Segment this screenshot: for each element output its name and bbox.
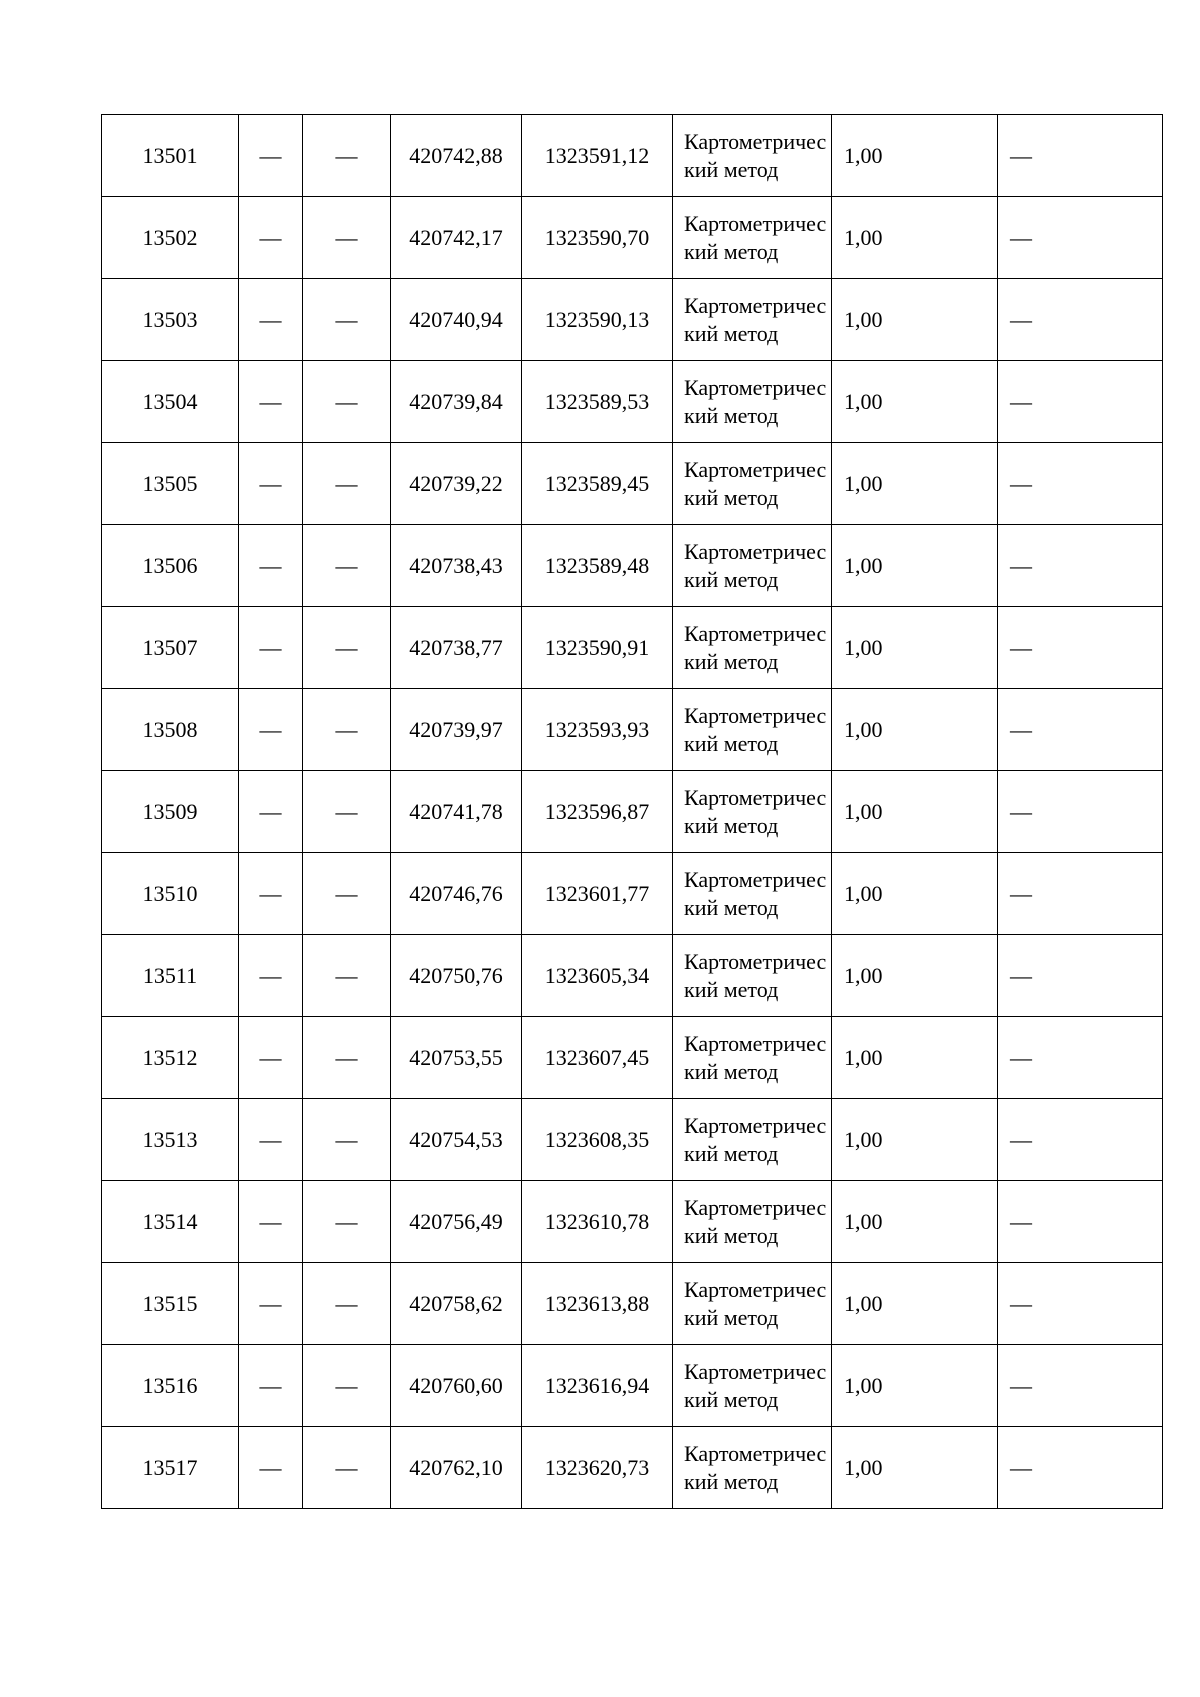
y-coordinate-cell [522,443,673,525]
accuracy-value: 1,00 [844,1126,883,1152]
empty-value-cell [303,607,391,689]
table-row [102,771,1163,853]
method-text: Картометрический метод [684,128,827,182]
accuracy-cell [832,1017,998,1099]
y-coordinate-cell [522,1263,673,1345]
y-coordinate: 1323616,94 [544,1372,650,1398]
empty-value-cell [239,1181,303,1263]
empty-value-cell [303,853,391,935]
description-cell [998,279,1163,361]
method-text: Картометрический метод [684,456,827,510]
description-value: — [1010,634,1032,660]
accuracy-value: 1,00 [844,1044,883,1070]
method-cell [673,525,832,607]
y-coordinate: 1323589,45 [544,470,650,496]
accuracy-cell [832,361,998,443]
y-coordinate: 1323607,45 [544,1044,650,1070]
description-cell [998,525,1163,607]
x-coordinate-cell [391,853,522,935]
description-cell [998,1017,1163,1099]
x-coordinate: 420753,55 [409,1044,503,1070]
dash-value: — [335,388,358,414]
empty-value-cell [239,1263,303,1345]
y-coordinate: 1323613,88 [544,1290,650,1316]
accuracy-cell [832,689,998,771]
method-text: Картометрический метод [684,538,827,592]
table-row [102,361,1163,443]
empty-value-cell [239,1345,303,1427]
dash-value: — [259,634,282,660]
empty-value-cell [303,1017,391,1099]
method-cell [673,361,832,443]
method-text: Картометрический метод [684,1358,827,1412]
x-coordinate-cell [391,689,522,771]
y-coordinate-cell [522,1181,673,1263]
method-text: Картометрический метод [684,1194,827,1248]
point-number-cell [102,1181,239,1263]
method-cell [673,1181,832,1263]
point-number-cell [102,853,239,935]
x-coordinate: 420742,88 [409,142,503,168]
table-row [102,115,1163,197]
method-cell [673,607,832,689]
dash-value: — [335,1126,358,1152]
method-text: Картометрический метод [684,374,827,428]
description-value: — [1010,1454,1032,1480]
point-number: 13509 [142,798,198,824]
x-coordinate: 420754,53 [409,1126,503,1152]
y-coordinate-cell [522,1017,673,1099]
accuracy-cell [832,1263,998,1345]
point-number-cell [102,1017,239,1099]
accuracy-value: 1,00 [844,880,883,906]
empty-value-cell [303,1345,391,1427]
table-row [102,689,1163,771]
table-row [102,853,1163,935]
dash-value: — [259,1290,282,1316]
description-cell [998,1345,1163,1427]
point-number-cell [102,1345,239,1427]
x-coordinate-cell [391,525,522,607]
point-number-cell [102,1099,239,1181]
y-coordinate-cell [522,771,673,853]
accuracy-value: 1,00 [844,634,883,660]
table-row [102,525,1163,607]
point-number: 13502 [142,224,198,250]
x-coordinate: 420742,17 [409,224,503,250]
description-cell [998,197,1163,279]
dash-value: — [335,1454,358,1480]
method-text: Картометрический метод [684,210,827,264]
dash-value: — [335,552,358,578]
x-coordinate-cell [391,115,522,197]
point-number-cell [102,443,239,525]
table-row [102,1017,1163,1099]
x-coordinate-cell [391,1427,522,1509]
dash-value: — [259,552,282,578]
point-number-cell [102,1427,239,1509]
x-coordinate-cell [391,279,522,361]
empty-value-cell [239,607,303,689]
method-text: Картометрический метод [684,866,827,920]
empty-value-cell [239,115,303,197]
y-coordinate: 1323605,34 [544,962,650,988]
point-number-cell [102,279,239,361]
table-row [102,1345,1163,1427]
accuracy-cell [832,197,998,279]
point-number: 13507 [142,634,198,660]
x-coordinate-cell [391,443,522,525]
accuracy-cell [832,1181,998,1263]
dash-value: — [335,634,358,660]
method-cell [673,1263,832,1345]
empty-value-cell [239,689,303,771]
dash-value: — [259,306,282,332]
accuracy-value: 1,00 [844,388,883,414]
coordinates-table [101,114,1163,1509]
point-number-cell [102,1263,239,1345]
dash-value: — [335,142,358,168]
point-number: 13503 [142,306,198,332]
empty-value-cell [303,689,391,771]
empty-value-cell [239,1017,303,1099]
accuracy-cell [832,279,998,361]
dash-value: — [259,142,282,168]
empty-value-cell [239,771,303,853]
point-number: 13513 [142,1126,198,1152]
x-coordinate-cell [391,1099,522,1181]
y-coordinate: 1323610,78 [544,1208,650,1234]
point-number-cell [102,525,239,607]
dash-value: — [259,224,282,250]
description-value: — [1010,1290,1032,1316]
point-number: 13516 [142,1372,198,1398]
point-number-cell [102,935,239,1017]
method-cell [673,115,832,197]
empty-value-cell [239,279,303,361]
y-coordinate: 1323589,53 [544,388,650,414]
dash-value: — [259,1126,282,1152]
empty-value-cell [239,361,303,443]
empty-value-cell [239,1427,303,1509]
accuracy-value: 1,00 [844,224,883,250]
y-coordinate: 1323596,87 [544,798,650,824]
x-coordinate-cell [391,1263,522,1345]
description-value: — [1010,552,1032,578]
method-text: Картометрический метод [684,948,827,1002]
method-cell [673,1017,832,1099]
y-coordinate-cell [522,1099,673,1181]
description-cell [998,1263,1163,1345]
empty-value-cell [303,1263,391,1345]
y-coordinate: 1323608,35 [544,1126,650,1152]
accuracy-value: 1,00 [844,552,883,578]
description-value: — [1010,306,1032,332]
y-coordinate: 1323601,77 [544,880,650,906]
dash-value: — [259,962,282,988]
y-coordinate: 1323590,91 [544,634,650,660]
x-coordinate: 420738,43 [409,552,503,578]
method-cell [673,1345,832,1427]
x-coordinate: 420746,76 [409,880,503,906]
table-row [102,607,1163,689]
y-coordinate-cell [522,607,673,689]
empty-value-cell [303,1181,391,1263]
y-coordinate-cell [522,1345,673,1427]
dash-value: — [335,1208,358,1234]
point-number-cell [102,115,239,197]
empty-value-cell [239,443,303,525]
table-row [102,1099,1163,1181]
x-coordinate: 420741,78 [409,798,503,824]
method-text: Картометрический метод [684,1276,827,1330]
y-coordinate-cell [522,935,673,1017]
table-row [102,1427,1163,1509]
point-number-cell [102,689,239,771]
accuracy-cell [832,1099,998,1181]
x-coordinate-cell [391,935,522,1017]
description-value: — [1010,1044,1032,1070]
accuracy-cell [832,525,998,607]
y-coordinate-cell [522,115,673,197]
description-cell [998,935,1163,1017]
x-coordinate-cell [391,771,522,853]
point-number-cell [102,361,239,443]
y-coordinate: 1323589,48 [544,552,650,578]
empty-value-cell [303,771,391,853]
table-row [102,935,1163,1017]
description-value: — [1010,224,1032,250]
point-number-cell [102,771,239,853]
y-coordinate-cell [522,279,673,361]
y-coordinate: 1323591,12 [544,142,650,168]
table-row [102,1181,1163,1263]
accuracy-value: 1,00 [844,1208,883,1234]
point-number: 13508 [142,716,198,742]
x-coordinate-cell [391,1345,522,1427]
method-cell [673,935,832,1017]
accuracy-value: 1,00 [844,470,883,496]
dash-value: — [259,470,282,496]
dash-value: — [335,880,358,906]
description-cell [998,443,1163,525]
table-row [102,197,1163,279]
x-coordinate: 420760,60 [409,1372,503,1398]
x-coordinate-cell [391,361,522,443]
description-cell [998,607,1163,689]
dash-value: — [335,798,358,824]
method-text: Картометрический метод [684,292,827,346]
empty-value-cell [239,853,303,935]
accuracy-cell [832,771,998,853]
point-number: 13511 [142,962,198,988]
method-cell [673,197,832,279]
description-cell [998,1099,1163,1181]
table-row [102,443,1163,525]
point-number: 13504 [142,388,198,414]
y-coordinate-cell [522,525,673,607]
empty-value-cell [303,279,391,361]
x-coordinate: 420758,62 [409,1290,503,1316]
description-cell [998,361,1163,443]
accuracy-cell [832,607,998,689]
accuracy-value: 1,00 [844,1290,883,1316]
dash-value: — [259,1044,282,1070]
empty-value-cell [303,115,391,197]
method-cell [673,853,832,935]
method-cell [673,689,832,771]
method-text: Картометрический метод [684,784,827,838]
y-coordinate: 1323620,73 [544,1454,650,1480]
empty-value-cell [239,935,303,1017]
accuracy-cell [832,853,998,935]
dash-value: — [259,1208,282,1234]
accuracy-cell [832,115,998,197]
x-coordinate: 420762,10 [409,1454,503,1480]
y-coordinate: 1323593,93 [544,716,650,742]
description-cell [998,689,1163,771]
description-cell [998,1181,1163,1263]
empty-value-cell [303,1427,391,1509]
y-coordinate: 1323590,70 [544,224,650,250]
description-value: — [1010,470,1032,496]
empty-value-cell [303,361,391,443]
y-coordinate-cell [522,853,673,935]
description-value: — [1010,142,1032,168]
accuracy-value: 1,00 [844,716,883,742]
accuracy-cell [832,935,998,1017]
description-value: — [1010,1126,1032,1152]
y-coordinate-cell [522,1427,673,1509]
point-number: 13515 [142,1290,198,1316]
method-cell [673,443,832,525]
table-row [102,1263,1163,1345]
table-row [102,279,1163,361]
dash-value: — [335,1290,358,1316]
description-value: — [1010,1372,1032,1398]
dash-value: — [335,470,358,496]
description-value: — [1010,1208,1032,1234]
description-value: — [1010,798,1032,824]
accuracy-value: 1,00 [844,962,883,988]
dash-value: — [335,1044,358,1070]
dash-value: — [335,1372,358,1398]
dash-value: — [259,388,282,414]
dash-value: — [335,306,358,332]
empty-value-cell [303,935,391,1017]
x-coordinate: 420740,94 [409,306,503,332]
dash-value: — [335,716,358,742]
method-text: Картометрический метод [684,1112,827,1166]
accuracy-value: 1,00 [844,142,883,168]
description-cell [998,115,1163,197]
point-number: 13510 [142,880,198,906]
accuracy-value: 1,00 [844,1454,883,1480]
empty-value-cell [239,525,303,607]
point-number: 13512 [142,1044,198,1070]
description-cell [998,853,1163,935]
y-coordinate: 1323590,13 [544,306,650,332]
empty-value-cell [239,1099,303,1181]
method-cell [673,1427,832,1509]
accuracy-cell [832,443,998,525]
method-text: Картометрический метод [684,620,827,674]
method-cell [673,771,832,853]
x-coordinate: 420739,84 [409,388,503,414]
x-coordinate: 420739,22 [409,470,503,496]
description-value: — [1010,716,1032,742]
method-text: Картометрический метод [684,702,827,756]
dash-value: — [259,1454,282,1480]
x-coordinate-cell [391,1181,522,1263]
description-cell [998,1427,1163,1509]
dash-value: — [259,798,282,824]
accuracy-value: 1,00 [844,798,883,824]
empty-value-cell [303,443,391,525]
accuracy-cell [832,1345,998,1427]
method-cell [673,279,832,361]
y-coordinate-cell [522,361,673,443]
method-cell [673,1099,832,1181]
description-cell [998,771,1163,853]
accuracy-value: 1,00 [844,306,883,332]
empty-value-cell [303,197,391,279]
y-coordinate-cell [522,197,673,279]
empty-value-cell [239,197,303,279]
x-coordinate-cell [391,1017,522,1099]
dash-value: — [259,716,282,742]
point-number: 13517 [142,1454,198,1480]
accuracy-cell [832,1427,998,1509]
dash-value: — [259,880,282,906]
x-coordinate: 420756,49 [409,1208,503,1234]
point-number: 13514 [142,1208,198,1234]
accuracy-value: 1,00 [844,1372,883,1398]
method-text: Картометрический метод [684,1030,827,1084]
x-coordinate: 420738,77 [409,634,503,660]
point-number: 13506 [142,552,198,578]
y-coordinate-cell [522,689,673,771]
empty-value-cell [303,1099,391,1181]
x-coordinate-cell [391,197,522,279]
point-number: 13501 [142,142,198,168]
x-coordinate: 420750,76 [409,962,503,988]
method-text: Картометрический метод [684,1440,827,1494]
description-value: — [1010,962,1032,988]
dash-value: — [335,962,358,988]
point-number-cell [102,607,239,689]
table-body [102,115,1163,1509]
dash-value: — [259,1372,282,1398]
description-value: — [1010,880,1032,906]
description-value: — [1010,388,1032,414]
dash-value: — [335,224,358,250]
x-coordinate: 420739,97 [409,716,503,742]
empty-value-cell [303,525,391,607]
point-number: 13505 [142,470,198,496]
x-coordinate-cell [391,607,522,689]
point-number-cell [102,197,239,279]
